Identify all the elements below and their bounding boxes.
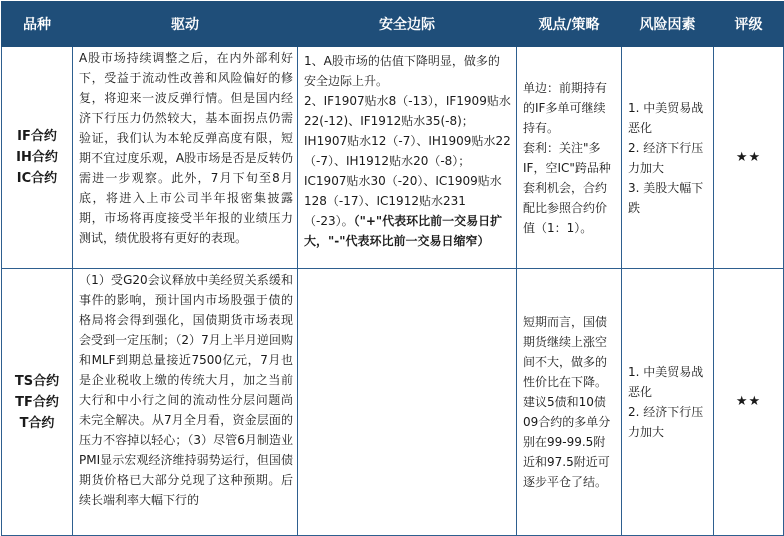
risk-cell <box>622 47 714 269</box>
product-name: TF合约 <box>15 394 59 410</box>
driver-cell: A股市场持续调整之后，在内外部利好下，受益于流动性改善和风险偏好的修复，将迎来一波反弹行情。但是国内经济下行压力仍然较大，基本面拐点仍需验证，我们认为本轮反弹高度有限，短期不宜过度乐观，A股市场是否是反转仍需进一步观察。此外，7月下旬至8月底，将进入上市公司半年报密集披露期，市场将再度接受半年报的业绩压力测试，绩优股将有更好的表现。 <box>73 47 298 269</box>
product-name: T合约 <box>19 415 55 431</box>
risk-item: 2. 经济下行压力加大 <box>628 405 704 439</box>
header-view: 观点/策略 <box>517 2 622 47</box>
product-cell <box>2 47 73 269</box>
margin-note: （"+"代表环比前一交易日扩大，"-"代表环比前一交易日缩窄） <box>304 214 503 248</box>
table-row <box>2 269 784 536</box>
header-risk: 风险因素 <box>622 2 714 47</box>
risk-item: 2. 经济下行压力加大 <box>628 140 704 175</box>
product-cell <box>2 269 73 536</box>
header-rating: 评级 <box>714 2 784 47</box>
risk-cell <box>622 269 714 536</box>
rating-stars: ★★ <box>714 47 784 269</box>
margin-cell <box>298 47 517 269</box>
view-cell <box>517 47 622 269</box>
product-name: IC合约 <box>16 171 58 186</box>
product-name: IF合约 <box>17 129 57 144</box>
strategy-table <box>1 1 784 536</box>
margin-cell <box>298 269 517 536</box>
header-row <box>2 2 784 47</box>
table-row <box>2 47 784 269</box>
header-driver: 驱动 <box>73 2 298 47</box>
risk-item: 1. 中美贸易战恶化 <box>628 100 704 135</box>
risk-item: 1. 中美贸易战恶化 <box>628 365 704 399</box>
driver-cell <box>73 269 298 536</box>
view-paragraph: 套利：关注"多IF，空IC"跨品种套利机会，合约配比参照合约价值（1：1）。 <box>523 140 611 235</box>
product-name: TS合约 <box>14 373 60 389</box>
header-margin: 安全边际 <box>298 2 517 47</box>
product-name: IH合约 <box>16 150 58 165</box>
view-cell: 短期而言，国债期货继续上涨空间不大，做多的性价比在下降。建议5债和10债09合约的多单分别在99-99.5附近和97.5附近可逐步平仓了结。 <box>517 269 622 536</box>
driver-text: （1）受G20会议释放中美经贸关系缓和事件的影响，预计国内市场股强于债的格局将会得到强化，国债期货市场表现会受到一定压制；（2）7月上半月逆回购和MLF到期总量接近7500亿元，7月也是企业税收上缴的传统大月，加之当前大行和中小行之间的流动性分层问题尚未完全解决。从7月全月看，资金层面的压力不容掉以轻心；（3）尽管6月制造业PMI显示宏观经济维持弱势运行，但国债期货价格已大部分兑现了这种预期。后续长端利率大幅下行的 <box>79 273 293 507</box>
header-product: 品种 <box>2 2 73 47</box>
view-paragraph: 单边：前期持有的IF多单可继续持有。 <box>523 80 608 135</box>
risk-item: 3. 美股大幅下跌 <box>628 180 704 215</box>
margin-point: 2、IF1907贴水8（-13），IF1909贴水22(-12)、IF1912贴水35(-8)；IH1907贴水12（-7）、IH1909贴水22（-7）、IH1912贴水20（-8）；IC1907贴水30（-20）、IC1909贴水128（-17）、IC1912贴水231（-23）。 <box>304 94 511 228</box>
rating-stars: ★★ <box>714 269 784 536</box>
margin-point: 1、A股市场的估值下降明显，做多的安全边际上升。 <box>304 54 500 88</box>
